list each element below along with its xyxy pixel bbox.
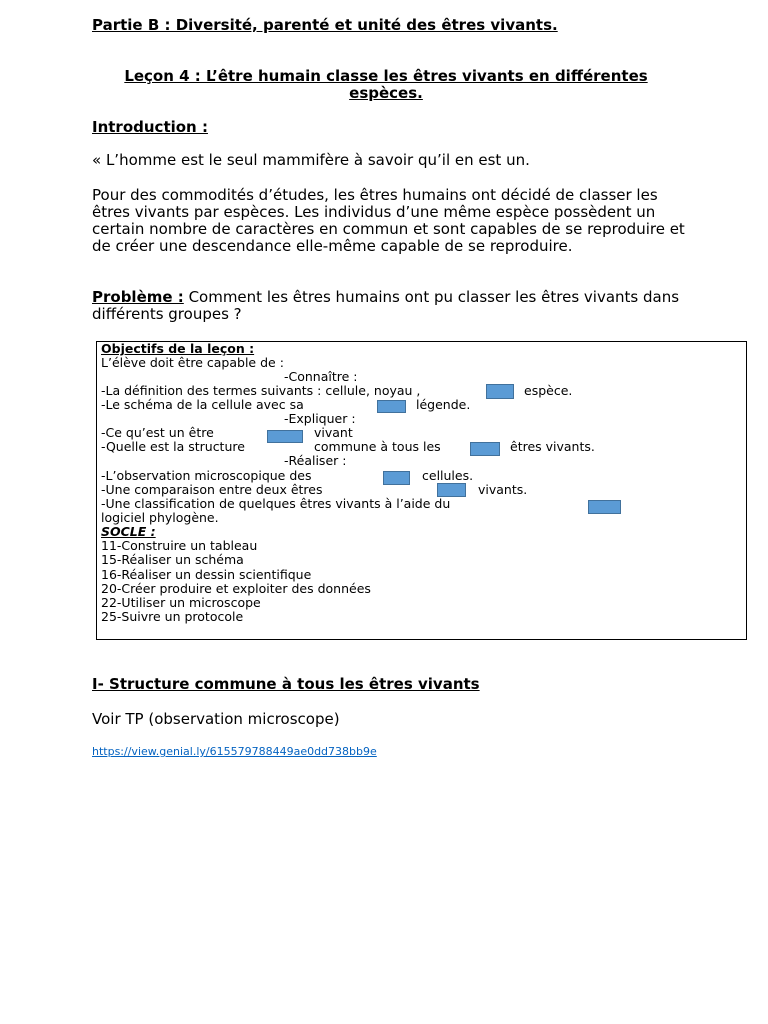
genially-link[interactable]: https://view.genial.ly/615579788449ae0dd738bb9e — [92, 745, 377, 758]
objectif-text: -Une classification de quelques êtres vivants à l’aide du — [101, 496, 451, 511]
checkbox-placeholder — [383, 471, 410, 485]
voir-tp-text: Voir TP (observation microscope) — [92, 710, 340, 728]
objectifs-box — [96, 341, 747, 640]
objectif-text: -L’observation microscopique des — [101, 468, 312, 483]
objectif-text: cellules. — [422, 468, 474, 483]
objectifs-intro: L’élève doit être capable de : — [101, 355, 284, 370]
intro-paragraph: Pour des commodités d’études, les êtres humains ont décidé de classer les êtres vivants par espèces. Les individus d’une même espèce possèdent un certain nombre de caractères en commun et sont capables de se reproduire et de créer une descendance elle-même capable de se reproduire. — [92, 186, 685, 255]
objectif-text: -Une comparaison entre deux êtres — [101, 482, 323, 497]
probleme-text: Comment les êtres humains ont pu classer les êtres vivants dans différents groupes ? — [92, 288, 680, 323]
checkbox-placeholder — [486, 384, 514, 399]
objectifs-heading: Objectifs de la leçon : — [101, 341, 255, 356]
connaitre-label: -Connaître : — [284, 369, 358, 384]
checkbox-placeholder — [437, 483, 466, 497]
checkbox-placeholder — [588, 500, 621, 514]
objectif-text: vivant — [314, 425, 353, 440]
socle-item: 16-Réaliser un dessin scientifique — [101, 567, 312, 582]
objectif-text: -Ce qu’est un être — [101, 425, 214, 440]
socle-item: 15-Réaliser un schéma — [101, 552, 244, 567]
realiser-label: -Réaliser : — [284, 453, 347, 468]
section-heading: I- Structure commune à tous les êtres vivants — [92, 675, 480, 693]
socle-item: 20-Créer produire et exploiter des données — [101, 581, 371, 596]
checkbox-placeholder — [470, 442, 500, 456]
objectif-text: légende. — [416, 397, 471, 412]
expliquer-label: -Expliquer : — [284, 411, 356, 426]
objectif-text: vivants. — [478, 482, 528, 497]
part-title: Partie B : Diversité, parenté et unité des êtres vivants. — [92, 16, 558, 34]
objectif-text: -Le schéma de la cellule avec sa — [101, 397, 304, 412]
introduction-heading: Introduction : — [92, 118, 208, 136]
objectif-text: logiciel phylogène. — [101, 510, 219, 525]
lesson-title: Leçon 4 : L’être humain classe les êtres vivants en différentes espèces. — [124, 67, 648, 102]
intro-quote: « L’homme est le seul mammifère à savoir qu’il en est un. — [92, 151, 530, 169]
probleme-paragraph — [92, 289, 692, 323]
checkbox-placeholder — [267, 430, 303, 443]
socle-item: 22-Utiliser un microscope — [101, 595, 261, 610]
objectif-text: -Quelle est la structure — [101, 439, 245, 454]
socle-item: 11-Construire un tableau — [101, 538, 258, 553]
objectif-text: commune à tous les — [314, 439, 441, 454]
checkbox-placeholder — [377, 400, 406, 413]
probleme-label: Problème : — [92, 288, 184, 306]
objectif-text: espèce. — [524, 383, 573, 398]
socle-heading: SOCLE : — [101, 524, 156, 539]
objectif-text: êtres vivants. — [510, 439, 595, 454]
socle-item: 25-Suivre un protocole — [101, 609, 244, 624]
objectif-text: -La définition des termes suivants : cellule, noyau , — [101, 383, 421, 398]
